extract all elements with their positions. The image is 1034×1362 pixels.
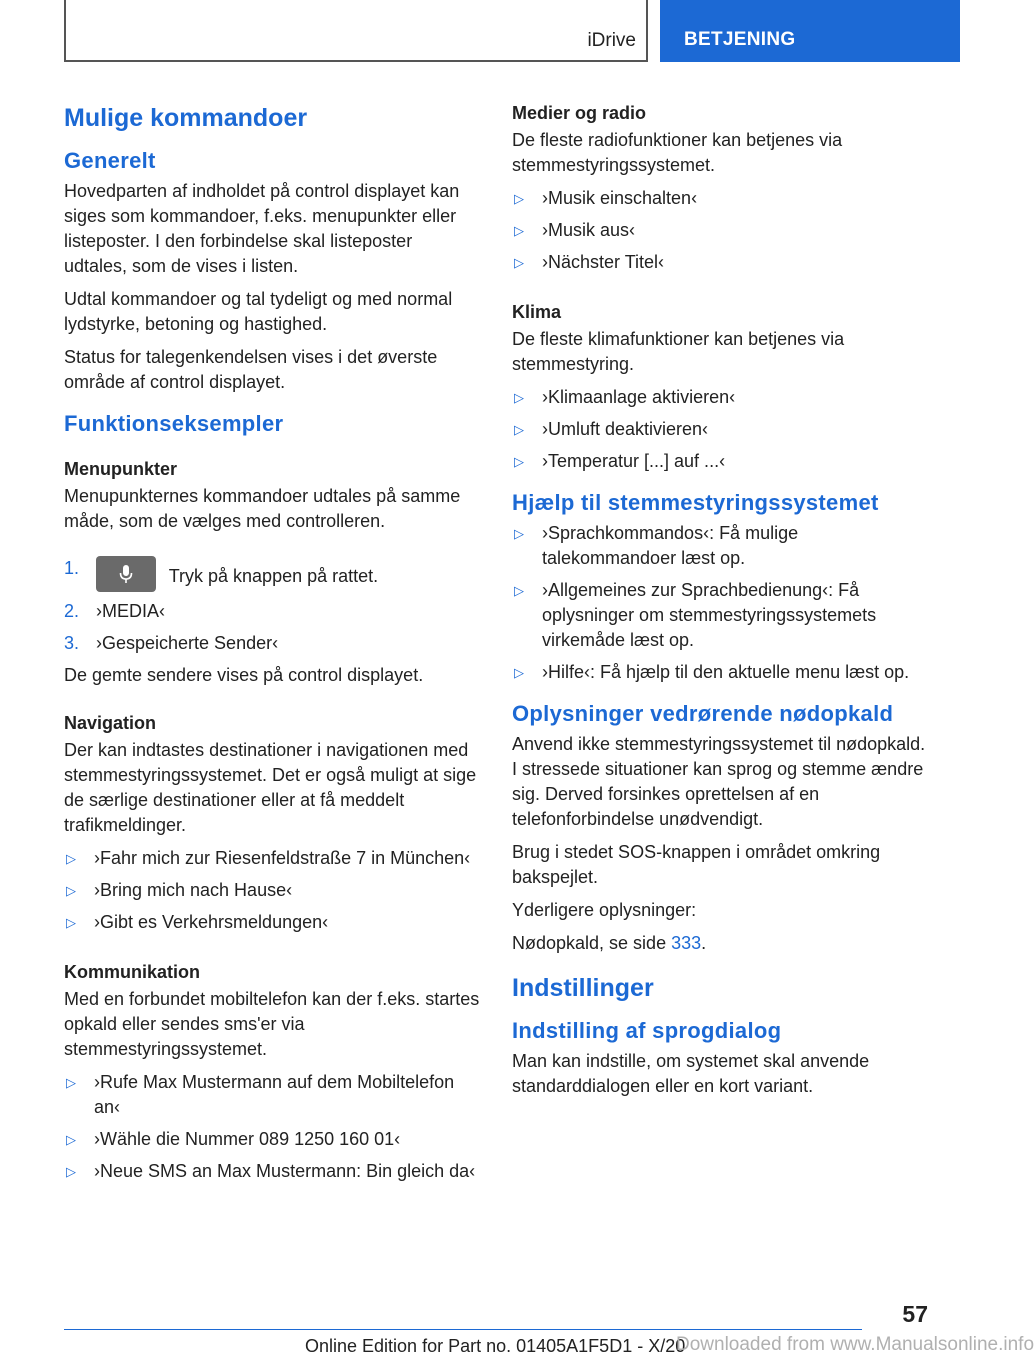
triangle-bullet-icon: ▷ <box>66 883 76 898</box>
step-number: 2. <box>64 601 80 621</box>
list-item: ▷ ›Sprachkommandos‹: Få mulige talekommandoer læst op. <box>514 523 799 568</box>
step-number: 1. <box>64 558 80 578</box>
voice-button-icon <box>96 556 156 592</box>
list-item: ▷ ›Musik aus‹ <box>512 218 932 243</box>
list-item: ▷ ›Wähle die Nummer 089 1250 160 01‹ <box>64 1127 480 1152</box>
paragraph: De fleste klimafunktioner kan betjenes via stemmestyring. <box>512 329 845 374</box>
paragraph: Man kan indstille, om systemet skal anvende standarddialogen eller en kort variant. <box>512 1051 870 1096</box>
header-section: iDrive <box>587 30 636 51</box>
page-title: Mulige kommandoer <box>64 104 308 132</box>
paragraph: De fleste radiofunktioner kan betjenes via stemmestyringssystemet. <box>512 130 843 175</box>
page-number: 57 <box>902 1301 928 1327</box>
triangle-bullet-icon: ▷ <box>514 390 524 405</box>
triangle-bullet-icon: ▷ <box>514 665 524 680</box>
left-column <box>64 100 480 1194</box>
list-item <box>64 599 480 624</box>
triangle-bullet-icon: ▷ <box>514 526 524 541</box>
triangle-bullet-icon: ▷ <box>514 454 524 469</box>
paragraph: Status for talegenkendelsen vises i det øverste område af control displayet. <box>64 347 438 392</box>
media-commands <box>512 186 932 275</box>
triangle-bullet-icon: ▷ <box>514 583 524 598</box>
list-item: ▷ ›Temperatur [...] auf ...‹ <box>512 449 932 474</box>
help-commands <box>512 521 932 685</box>
right-column <box>512 100 932 1107</box>
triangle-bullet-icon: ▷ <box>66 1075 76 1090</box>
navigation-commands <box>64 846 480 935</box>
chapter-tab: BETJENING <box>660 0 960 62</box>
paragraph: Udtal kommandoer og tal tydeligt og med normal lydstyrke, betoning og hastighed. <box>64 289 453 334</box>
heading-hjaelp: Hjælp til stemmestyringssystemet <box>512 490 879 515</box>
list-item: ▷ ›Allgemeines zur Sprachbedienung‹: Få oplysninger om stemmestyringssystemets virkemåde læst op. <box>514 580 877 650</box>
triangle-bullet-icon: ▷ <box>66 1164 76 1179</box>
heading-navigation: Navigation <box>64 713 157 733</box>
page-link[interactable]: 333 <box>671 933 702 953</box>
heading-indstillinger: Indstillinger <box>512 974 654 1002</box>
triangle-bullet-icon: ▷ <box>514 255 524 270</box>
heading-medier: Medier og radio <box>512 103 647 123</box>
paragraph: Hovedparten af indholdet på control displayet kan siges som kommandoer, f.eks. menupunkter eller listeposter. I den forbindelse skal listeposter udtales, som de vises i listen. <box>64 181 460 276</box>
footer-edition: Online Edition for Part no. 01405A1F5D1 - X/20 <box>305 1336 686 1356</box>
step-text: ›MEDIA‹ <box>96 601 165 621</box>
paragraph: Med en forbundet mobiltelefon kan der f.eks. startes opkald eller sendes sms'er via stemmestyringssystemet. <box>64 989 480 1059</box>
heading-kommunikation: Kommunikation <box>64 962 201 982</box>
heading-menupunkter: Menupunkter <box>64 459 178 479</box>
step-text: Tryk på knappen på rattet. <box>168 566 379 586</box>
list-item: ▷ ›Hilfe‹: Få hjælp til den aktuelle menu læst op. <box>512 660 932 685</box>
triangle-bullet-icon: ▷ <box>66 915 76 930</box>
footer-divider <box>64 1329 862 1330</box>
heading-nodopkald: Oplysninger vedrørende nødopkald <box>512 701 894 726</box>
paragraph: Menupunkternes kommandoer udtales på samme måde, som de vælges med controlleren. <box>64 486 461 531</box>
heading-klima: Klima <box>512 302 562 322</box>
list-item <box>64 556 480 592</box>
step-text: ›Gespeicherte Sender‹ <box>96 633 279 653</box>
paragraph: Anvend ikke stemmestyringssystemet til nødopkald. I stressede situationer kan sprog og stemme ændre sig. Derved forsinkes oprettelsen af en telefonforbindelse unødvendigt. <box>512 734 926 829</box>
list-item: ▷ ›Nächster Titel‹ <box>512 250 932 275</box>
list-item: ▷ ›Klimaanlage aktivieren‹ <box>512 385 932 410</box>
steps-list <box>64 556 480 656</box>
triangle-bullet-icon: ▷ <box>66 1132 76 1147</box>
paragraph: De gemte sendere vises på control displayet. <box>64 665 424 685</box>
paragraph: Brug i stedet SOS-knappen i området omkring bakspejlet. <box>512 842 881 887</box>
triangle-bullet-icon: ▷ <box>514 191 524 206</box>
heading-sprogdialog: Indstilling af sprogdialog <box>512 1018 782 1043</box>
paragraph: Der kan indtastes destinationer i navigationen med stemmestyringssystemet. Det er også muligt at sige de særlige destinationer eller at få meddelt trafikmeldinger. <box>64 740 477 835</box>
paragraph: Yderligere oplysninger: <box>512 900 697 920</box>
list-item: ▷ ›Rufe Max Mustermann auf dem Mobiltelefon an‹ <box>66 1072 455 1117</box>
heading-generelt: Generelt <box>64 148 156 173</box>
climate-commands <box>512 385 932 474</box>
list-item: ▷ ›Musik einschalten‹ <box>512 186 932 211</box>
watermark: Downloaded from www.Manualsonline.info <box>676 1334 1034 1355</box>
header-box <box>64 0 648 62</box>
list-item: ▷ ›Neue SMS an Max Mustermann: Bin gleich da‹ <box>64 1159 480 1184</box>
list-item: ▷ ›Bring mich nach Hause‹ <box>64 878 480 903</box>
list-item: ▷ ›Fahr mich zur Riesenfeldstraße 7 in München‹ <box>64 846 480 871</box>
step-number: 3. <box>64 633 80 653</box>
list-item: ▷ ›Umluft deaktivieren‹ <box>512 417 932 442</box>
communication-commands <box>64 1070 480 1184</box>
list-item: ▷ ›Gibt es Verkehrsmeldungen‹ <box>64 910 480 935</box>
triangle-bullet-icon: ▷ <box>514 422 524 437</box>
triangle-bullet-icon: ▷ <box>66 851 76 866</box>
list-item <box>64 631 480 656</box>
heading-funktionseksempler: Funktionseksempler <box>64 411 284 436</box>
triangle-bullet-icon: ▷ <box>514 223 524 238</box>
page-reference: Nødopkald, se side 333. <box>512 933 707 953</box>
